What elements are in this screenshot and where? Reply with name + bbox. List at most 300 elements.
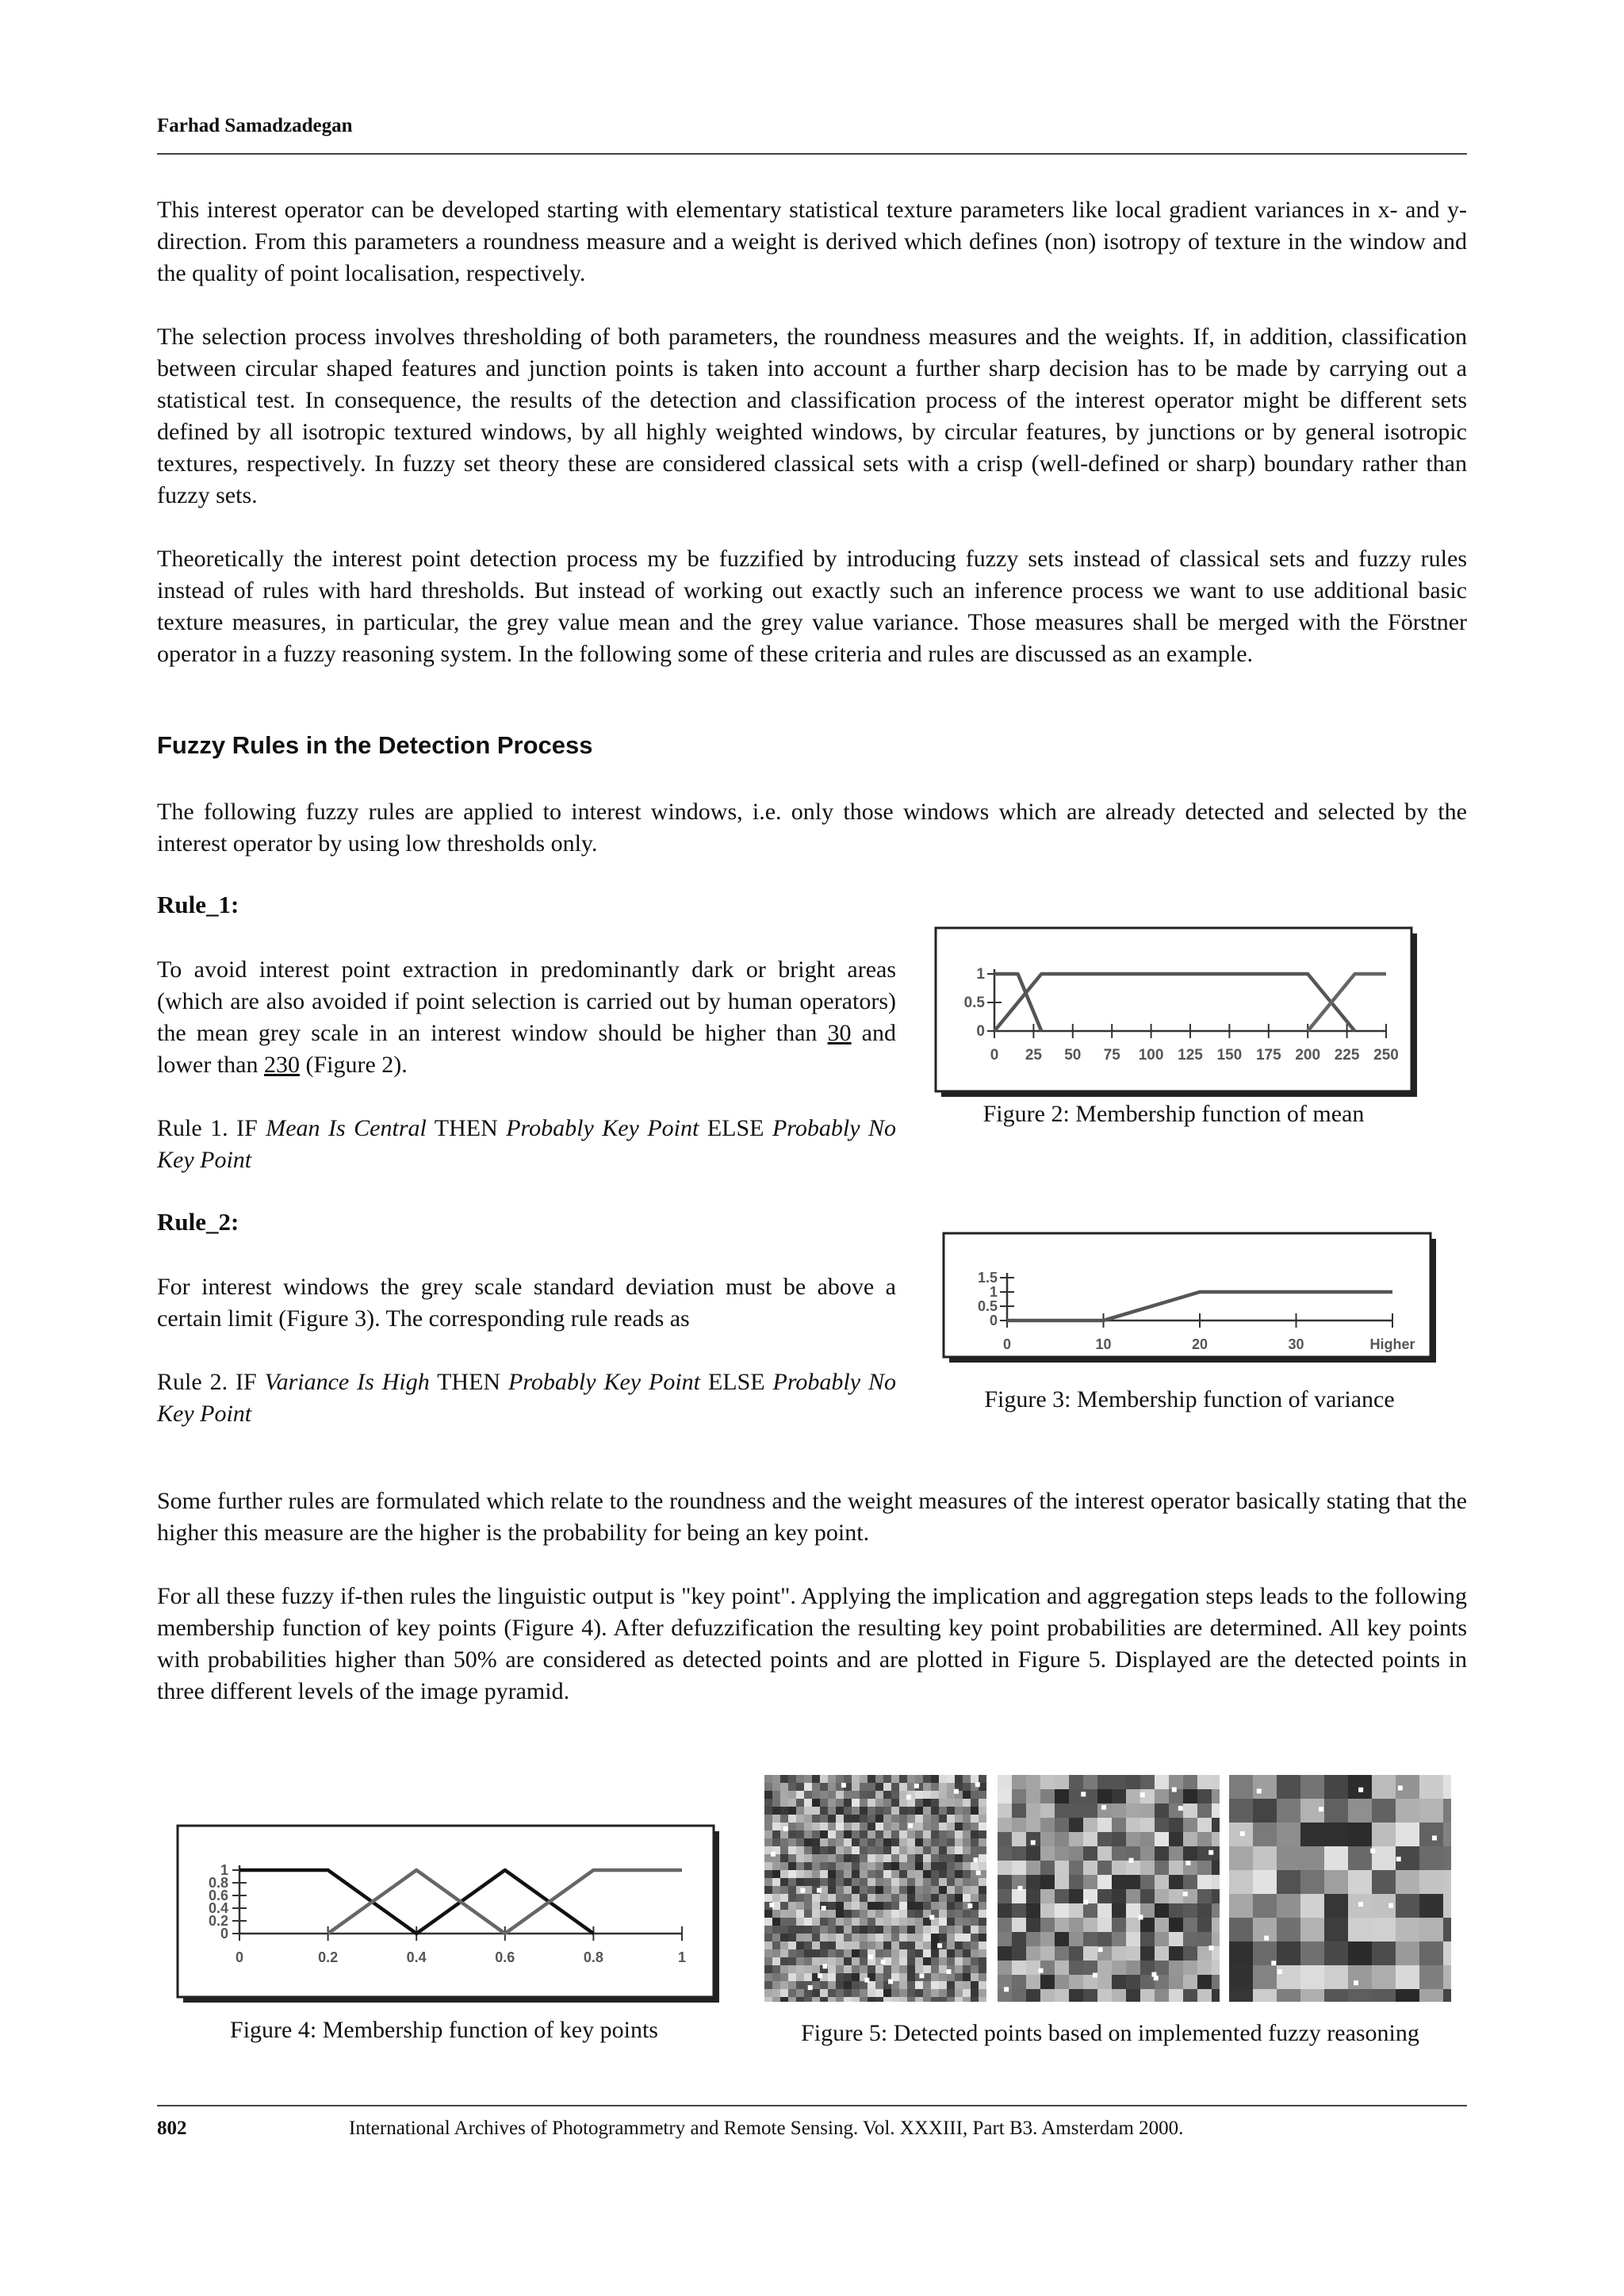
image-pixel-block [875,1854,883,1862]
image-pixel-block [915,1934,923,1941]
detected-point-marker [1257,1788,1262,1793]
image-pixel-block [868,1862,875,1870]
image-pixel-block [812,1918,820,1926]
image-pixel-block [923,1838,931,1846]
image-pixel-block [780,1838,788,1846]
rule2-else: ELSE [700,1369,773,1395]
image-pixel-block [955,1997,963,2002]
image-pixel-block [1069,1903,1083,1918]
image-pixel-block [883,1783,891,1791]
image-pixel-block [931,1902,939,1910]
image-pixel-block [1055,1918,1069,1932]
image-pixel-block [1324,1989,1348,2002]
image-pixel-block [875,1807,883,1815]
image-pixel-block [931,1926,939,1934]
detected-point-marker [1398,1785,1403,1790]
image-pixel-block [883,1799,891,1807]
image-pixel-block [820,1854,828,1862]
image-pixel-block [947,1783,955,1791]
image-pixel-block [947,1997,955,2002]
image-pixel-block [852,1783,860,1791]
fig3-y-tick-label: 0.5 [977,1298,998,1314]
image-pixel-block [1097,1961,1112,1975]
image-pixel-block [1183,1918,1197,1932]
image-pixel-block [804,1973,812,1981]
image-pixel-block [1012,1961,1026,1975]
detected-point-marker [967,1903,972,1908]
image-pixel-block [804,1815,812,1823]
image-pixel-block [947,1846,955,1854]
image-pixel-block [899,1799,907,1807]
image-pixel-block [1419,1799,1443,1823]
image-pixel-block [915,1965,923,1973]
image-pixel-block [891,1894,899,1902]
fig4-x-tick-label: 0 [235,1949,244,1965]
image-pixel-block [1212,1918,1220,1932]
image-pixel-block [764,1989,772,1997]
image-pixel-block [804,1926,812,1934]
image-pixel-block [812,1823,820,1830]
image-pixel-block [883,1894,891,1902]
image-pixel-block [828,1846,836,1854]
image-pixel-block [820,1894,828,1902]
image-pixel-block [764,1862,772,1870]
image-pixel-block [1183,1832,1197,1846]
image-pixel-block [1026,1889,1040,1903]
image-pixel-block [764,1957,772,1965]
image-pixel-block [891,1775,899,1783]
image-pixel-block [1097,1875,1112,1889]
fig3-x-tick-label: 30 [1288,1336,1304,1352]
image-pixel-block [923,1815,931,1823]
image-pixel-block [1012,1946,1026,1961]
detected-point-marker [822,1964,827,1968]
image-pixel-block [788,1854,796,1862]
image-pixel-block [812,1989,820,1997]
image-pixel-block [852,1934,860,1941]
image-pixel-block [963,1941,971,1949]
image-pixel-block [788,1981,796,1989]
image-pixel-block [1155,1918,1169,1932]
image-pixel-block [947,1973,955,1981]
image-pixel-block [780,1815,788,1823]
image-pixel-block [939,1807,947,1815]
figure-2-chart [934,926,1422,1102]
fig4-x-tick-label: 0.8 [583,1949,603,1965]
image-pixel-block [1126,1803,1140,1818]
image-pixel-block [780,1775,788,1783]
image-pixel-block [875,1775,883,1783]
image-pixel-block [820,1815,828,1823]
image-pixel-block [923,1807,931,1815]
image-pixel-block [939,1846,947,1854]
image-pixel-block [1348,1965,1372,1989]
image-pixel-block [939,1886,947,1894]
image-pixel-block [780,1862,788,1870]
image-pixel-block [844,1894,852,1902]
image-pixel-block [1372,1823,1396,1846]
image-pixel-block [1169,1818,1183,1832]
image-pixel-block [812,1815,820,1823]
image-pixel-block [1372,1989,1396,2002]
image-pixel-block [1155,1932,1169,1946]
image-pixel-block [979,1918,986,1926]
image-pixel-block [860,1791,868,1799]
image-pixel-block [955,1862,963,1870]
image-pixel-block [812,1799,820,1807]
image-pixel-block [844,1886,852,1894]
image-pixel-block [868,1997,875,2002]
image-pixel-block [939,1775,947,1783]
image-pixel-block [955,1775,963,1783]
image-pixel-block [1069,1803,1083,1818]
image-pixel-block [1055,1846,1069,1861]
image-pixel-block [780,1902,788,1910]
image-pixel-block [955,1957,963,1965]
image-pixel-block [899,1934,907,1941]
image-pixel-block [860,1838,868,1846]
fig2-x-tick-label: 225 [1334,1047,1360,1064]
image-pixel-block [844,1997,852,2002]
detected-point-marker [1185,1861,1190,1865]
image-pixel-block [1155,1989,1169,2002]
image-pixel-block [804,1894,812,1902]
image-pixel-block [947,1815,955,1823]
rule1-low-threshold: 30 [827,1020,852,1046]
image-pixel-block [1012,1803,1026,1818]
image-pixel-block [899,1878,907,1886]
image-pixel-block [1055,1932,1069,1946]
image-pixel-block [875,1965,883,1973]
image-pixel-block [1348,1799,1372,1823]
image-pixel-block [1324,1846,1348,1870]
detected-point-marker [929,1915,934,1920]
image-pixel-block [1197,1961,1212,1975]
image-pixel-block [796,1949,804,1957]
image-pixel-block [796,1815,804,1823]
detected-point-marker [1354,1980,1358,1985]
image-pixel-block [1300,1918,1324,1941]
image-pixel-block [1396,1918,1419,1941]
image-pixel-block [860,1783,868,1791]
image-pixel-block [979,1830,986,1838]
image-pixel-block [1253,1846,1277,1870]
image-pixel-block [955,1878,963,1886]
image-pixel-block [915,1997,923,2002]
image-pixel-block [1443,1965,1451,1989]
image-pixel-block [780,1783,788,1791]
image-pixel-block [1324,1870,1348,1894]
image-pixel-block [796,1918,804,1926]
image-pixel-block [1012,1861,1026,1875]
image-pixel-block [979,1941,986,1949]
image-pixel-block [1112,1818,1126,1832]
image-pixel-block [1396,1799,1419,1823]
image-pixel-block [939,1838,947,1846]
image-pixel-block [955,1854,963,1862]
rule1-description [157,954,896,1081]
image-pixel-block [899,1981,907,1989]
image-pixel-block [860,1799,868,1807]
image-pixel-block [772,1973,780,1981]
image-pixel-block [844,1823,852,1830]
image-pixel-block [860,1823,868,1830]
image-pixel-block [1197,1975,1212,1989]
image-pixel-block [923,1878,931,1886]
image-pixel-block [923,1957,931,1965]
image-pixel-block [1040,1803,1055,1818]
image-pixel-block [875,1941,883,1949]
image-pixel-block [828,1815,836,1823]
image-pixel-block [860,1926,868,1934]
image-pixel-block [860,1846,868,1854]
image-pixel-block [788,1791,796,1799]
image-pixel-block [788,1949,796,1957]
image-pixel-block [907,1807,915,1815]
image-pixel-block [963,1918,971,1926]
image-pixel-block [820,1783,828,1791]
detected-point-marker [937,1943,942,1948]
image-pixel-block [907,1878,915,1886]
image-pixel-block [860,1862,868,1870]
image-pixel-block [1396,1941,1419,1965]
image-pixel-block [772,1918,780,1926]
image-pixel-block [820,1799,828,1807]
image-pixel-block [1300,1989,1324,2002]
image-pixel-block [1083,1846,1097,1861]
image-pixel-block [868,1926,875,1934]
detected-point-marker [864,1978,869,1983]
figure-4-chart [176,1824,725,2008]
image-pixel-block [979,1791,986,1799]
fig2-x-tick-label: 250 [1373,1047,1399,1064]
image-pixel-block [915,1918,923,1926]
image-pixel-block [907,1870,915,1878]
image-pixel-block [1229,1918,1253,1941]
image-pixel-block [788,1941,796,1949]
image-pixel-block [998,1803,1012,1818]
image-pixel-block [820,1934,828,1941]
image-pixel-block [836,1799,844,1807]
image-pixel-block [915,1910,923,1918]
paragraph-1: This interest operator can be developed starting with elementary statistical texture parameters like local gradient variances in x- and y-direction. From this parameters a roundness measure and a weight is derived which defines (non) isotropy of texture in the window and the quality of point localisation, respectively. [157,197,1467,286]
fig2-x-tick-label: 25 [1025,1047,1042,1064]
image-pixel-block [923,1941,931,1949]
image-pixel-block [1097,1903,1112,1918]
image-pixel-block [915,1989,923,1997]
image-pixel-block [796,1989,804,1997]
image-pixel-block [875,1918,883,1926]
image-pixel-block [1126,1832,1140,1846]
image-pixel-block [923,1830,931,1838]
footer-divider [157,2105,1467,2106]
image-pixel-block [915,1886,923,1894]
image-pixel-block [1112,1832,1126,1846]
image-pixel-block [868,1878,875,1886]
image-pixel-block [804,1799,812,1807]
image-pixel-block [828,1823,836,1830]
image-pixel-block [764,1941,772,1949]
image-pixel-block [836,1870,844,1878]
image-pixel-block [1324,1894,1348,1918]
image-pixel-block [1040,1989,1055,2002]
rule1-else: ELSE [699,1115,772,1141]
image-pixel-block [1026,1846,1040,1861]
image-pixel-block [1112,1803,1126,1818]
image-pixel-block [772,1815,780,1823]
image-pixel-block [955,1949,963,1957]
detected-point-marker [1081,1792,1086,1796]
image-pixel-block [971,1838,979,1846]
fig3-x-tick-label: 20 [1191,1336,1208,1352]
image-pixel-block [971,1830,979,1838]
image-pixel-block [939,1989,947,1997]
image-pixel-block [1112,1889,1126,1903]
image-pixel-block [804,1862,812,1870]
image-pixel-block [931,1878,939,1886]
figure-2-caption: Figure 2: Membership function of mean [982,1101,1365,1127]
image-pixel-block [907,1941,915,1949]
image-pixel-block [907,1949,915,1957]
image-pixel-block [955,1823,963,1830]
image-pixel-block [788,1823,796,1830]
image-pixel-block [1040,1789,1055,1803]
image-pixel-block [907,1815,915,1823]
image-pixel-block [836,1997,844,2002]
image-pixel-block [1300,1965,1324,1989]
image-pixel-block [860,1886,868,1894]
image-pixel-block [883,1934,891,1941]
image-pixel-block [947,1894,955,1902]
image-pixel-block [1396,1870,1419,1894]
image-pixel-block [875,1926,883,1934]
image-pixel-block [971,1862,979,1870]
image-pixel-block [939,1799,947,1807]
image-pixel-block [915,1902,923,1910]
footer-citation: International Archives of Photogrammetry and Remote Sensing. Vol. XXXIII, Part B3. Amsterdam 2000. [349,2118,1184,2139]
image-pixel-block [1229,1775,1253,1799]
image-pixel-block [931,1989,939,1997]
image-pixel-block [828,1799,836,1807]
image-pixel-block [804,1965,812,1973]
fig2-x-tick-label: 0 [990,1047,999,1064]
image-pixel-block [931,1775,939,1783]
image-pixel-block [788,1830,796,1838]
image-pixel-block [1055,1961,1069,1975]
image-pixel-block [1169,1903,1183,1918]
image-pixel-block [844,1934,852,1941]
image-pixel-block [1169,1889,1183,1903]
image-pixel-block [883,1918,891,1926]
image-pixel-block [868,1934,875,1941]
figure-3-chart [942,1232,1442,1368]
image-pixel-block [899,1791,907,1799]
image-pixel-block [875,1934,883,1941]
image-pixel-block [788,1934,796,1941]
image-pixel-block [1069,1818,1083,1832]
image-pixel-block [852,1949,860,1957]
image-pixel-block [1229,1870,1253,1894]
image-pixel-block [931,1823,939,1830]
image-pixel-block [852,1862,860,1870]
image-pixel-block [1229,1846,1253,1870]
image-pixel-block [772,1894,780,1902]
image-pixel-block [1396,1894,1419,1918]
image-pixel-block [812,1783,820,1791]
running-header-author: Farhad Samadzadegan [157,115,353,136]
image-pixel-block [780,1807,788,1815]
image-pixel-block [971,1997,979,2002]
image-pixel-block [780,1854,788,1862]
rule1-label: Rule 1. IF [157,1115,266,1141]
image-pixel-block [1155,1889,1169,1903]
image-pixel-block [852,1878,860,1886]
image-pixel-block [963,1886,971,1894]
image-pixel-block [931,1965,939,1973]
image-pixel-block [796,1965,804,1973]
rule1-text-b: and lower than [157,1020,896,1078]
image-pixel-block [1097,1775,1112,1789]
image-pixel-block [875,1783,883,1791]
image-pixel-block [947,1981,955,1989]
image-pixel-block [1040,1818,1055,1832]
image-pixel-block [836,1918,844,1926]
image-pixel-block [1069,1775,1083,1789]
image-pixel-block [844,1838,852,1846]
image-pixel-block [971,1981,979,1989]
image-pixel-block [998,1975,1012,1989]
image-pixel-block [891,1807,899,1815]
image-pixel-block [875,1830,883,1838]
detected-point-marker [906,1795,911,1800]
image-pixel-block [939,1870,947,1878]
image-pixel-block [915,1838,923,1846]
image-pixel-block [899,1949,907,1957]
image-pixel-block [788,1886,796,1894]
image-pixel-block [907,1981,915,1989]
detected-point-marker [1031,1840,1036,1845]
image-pixel-block [804,1783,812,1791]
image-pixel-block [1183,1903,1197,1918]
image-pixel-block [998,1946,1012,1961]
image-pixel-block [780,1997,788,2002]
image-pixel-block [1155,1846,1169,1861]
detected-point-marker [1172,1787,1177,1792]
image-pixel-block [907,1926,915,1934]
image-pixel-block [796,1783,804,1791]
image-pixel-block [1083,1818,1097,1832]
image-pixel-block [963,1854,971,1862]
image-pixel-block [868,1830,875,1838]
image-pixel-block [1069,1832,1083,1846]
image-pixel-block [828,1997,836,2002]
image-pixel-block [1169,1775,1183,1789]
image-pixel-block [1126,1946,1140,1961]
image-pixel-block [852,1799,860,1807]
image-pixel-block [1126,1818,1140,1832]
image-pixel-block [1183,1775,1197,1789]
image-pixel-block [844,1973,852,1981]
image-pixel-block [963,1830,971,1838]
image-pixel-block [1069,1918,1083,1932]
image-pixel-block [1443,1799,1451,1823]
image-pixel-block [1212,1789,1220,1803]
image-pixel-block [875,1886,883,1894]
image-pixel-block [891,1965,899,1973]
image-pixel-block [915,1870,923,1878]
image-pixel-block [1026,1789,1040,1803]
image-pixel-block [1419,1823,1443,1846]
